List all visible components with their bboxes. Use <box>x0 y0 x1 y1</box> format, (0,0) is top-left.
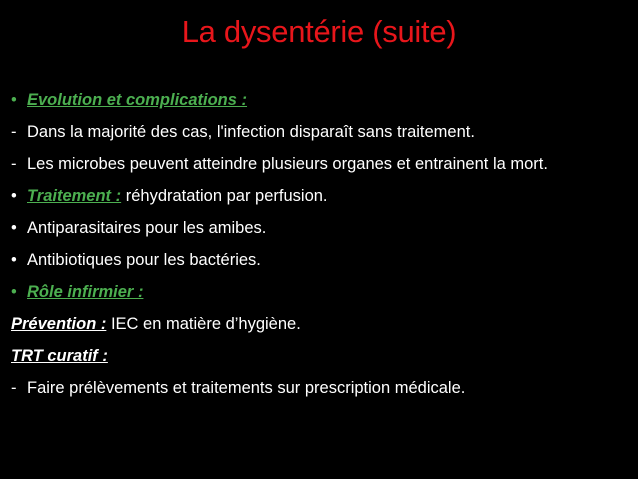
slide-body <box>11 90 631 410</box>
dash-icon: - <box>11 379 17 397</box>
line-text: IEC en matière d’hygiène. <box>106 315 301 333</box>
bullet-icon: • <box>11 219 17 237</box>
dash-icon: - <box>11 123 17 141</box>
heading-evolution: Evolution et complications : <box>27 91 248 109</box>
bullet-line <box>11 90 631 111</box>
bullet-icon: • <box>11 187 17 205</box>
bullet-icon: • <box>11 91 17 109</box>
slide-title: La dysentérie (suite) <box>181 14 457 49</box>
bullet-line <box>11 250 631 271</box>
heading-prevention: Prévention : <box>11 315 107 333</box>
heading-traitement: Traitement : <box>27 187 122 205</box>
heading-trt-curatif: TRT curatif : <box>11 347 108 365</box>
plain-line <box>11 346 631 367</box>
bullet-line <box>11 186 631 207</box>
line-text: Antiparasitaires pour les amibes. <box>27 219 267 237</box>
line-text: Faire prélèvements et traitements sur prescription médicale. <box>27 379 466 397</box>
heading-role-infirmier: Rôle infirmier : <box>27 283 144 301</box>
bullet-line <box>11 218 631 239</box>
dash-line <box>11 122 631 143</box>
line-text: réhydratation par perfusion. <box>121 187 328 205</box>
bullet-icon: • <box>11 251 17 269</box>
line-text: Dans la majorité des cas, l'infection disparaît sans traitement. <box>27 123 475 141</box>
dash-line <box>11 154 631 175</box>
line-text: Antibiotiques pour les bactéries. <box>27 251 261 269</box>
line-text: Les microbes peuvent atteindre plusieurs organes et entrainent la mort. <box>27 155 548 173</box>
bullet-line <box>11 282 631 303</box>
plain-line <box>11 314 631 335</box>
dash-icon: - <box>11 155 17 173</box>
bullet-icon: • <box>11 283 17 301</box>
dash-line <box>11 378 631 399</box>
